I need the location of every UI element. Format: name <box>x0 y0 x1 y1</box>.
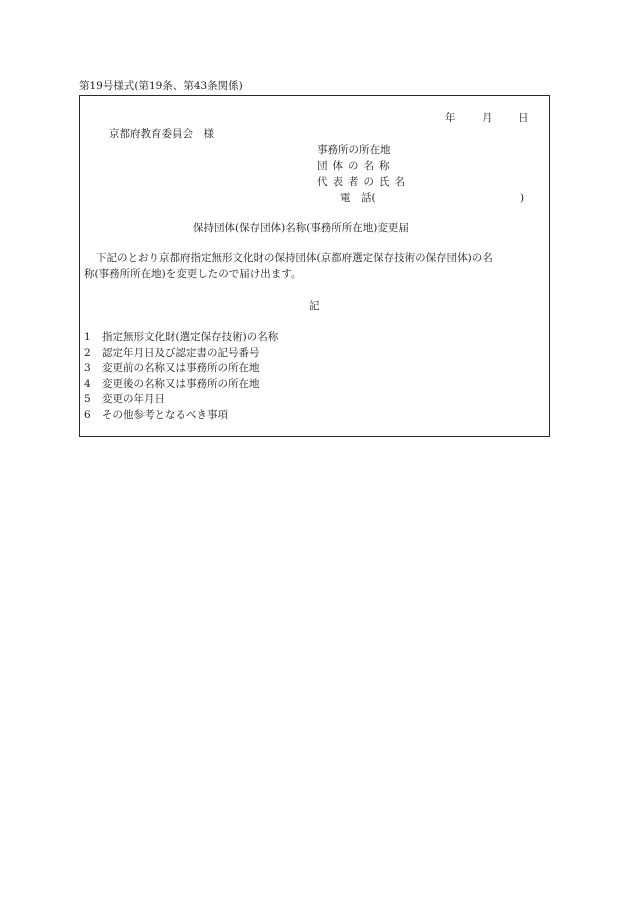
list-item-number: 6 <box>84 409 91 421</box>
list-item-number: 4 <box>84 378 91 390</box>
representative-name-label: 代表者の氏名 <box>317 176 410 188</box>
phone-close-paren: ) <box>520 192 525 204</box>
date-year: 年 <box>445 112 456 124</box>
body-text-line-1: 下記のとおり京都府指定無形文化財の保持団体(京都府選定保存技術の保存団体)の名 <box>96 252 493 264</box>
list-item-number: 3 <box>84 362 91 374</box>
list-item: 指定無形文化財(選定保存技術)の名称 <box>102 331 279 343</box>
list-item: 変更後の名称又は事務所の所在地 <box>102 378 260 390</box>
date-line <box>445 112 535 125</box>
list-item: その他参考となるべき事項 <box>102 409 228 421</box>
date-month: 月 <box>482 112 493 124</box>
form-title: 保持団体(保存団体)名称(事務所所在地)変更届 <box>193 222 409 234</box>
phone-label: 電 話( <box>340 192 376 204</box>
form-number-label: 第19号様式(第19条、第43条関係) <box>79 80 243 92</box>
date-day: 日 <box>518 112 529 124</box>
list-item-number: 5 <box>84 393 91 405</box>
office-address-label: 事務所の所在地 <box>317 144 391 156</box>
body-text-line-2: 称(事務所所在地)を変更したので届け出ます。 <box>84 268 302 280</box>
group-name-label: 団体の名称 <box>317 160 395 172</box>
list-item-number: 2 <box>84 347 91 359</box>
list-item-number: 1 <box>84 331 91 343</box>
list-item: 変更前の名称又は事務所の所在地 <box>102 362 260 374</box>
list-item: 認定年月日及び認定書の記号番号 <box>102 347 260 359</box>
ki-heading: 記 <box>309 300 320 312</box>
list-item: 変更の年月日 <box>102 393 165 405</box>
addressee: 京都府教育委員会 様 <box>109 128 214 140</box>
